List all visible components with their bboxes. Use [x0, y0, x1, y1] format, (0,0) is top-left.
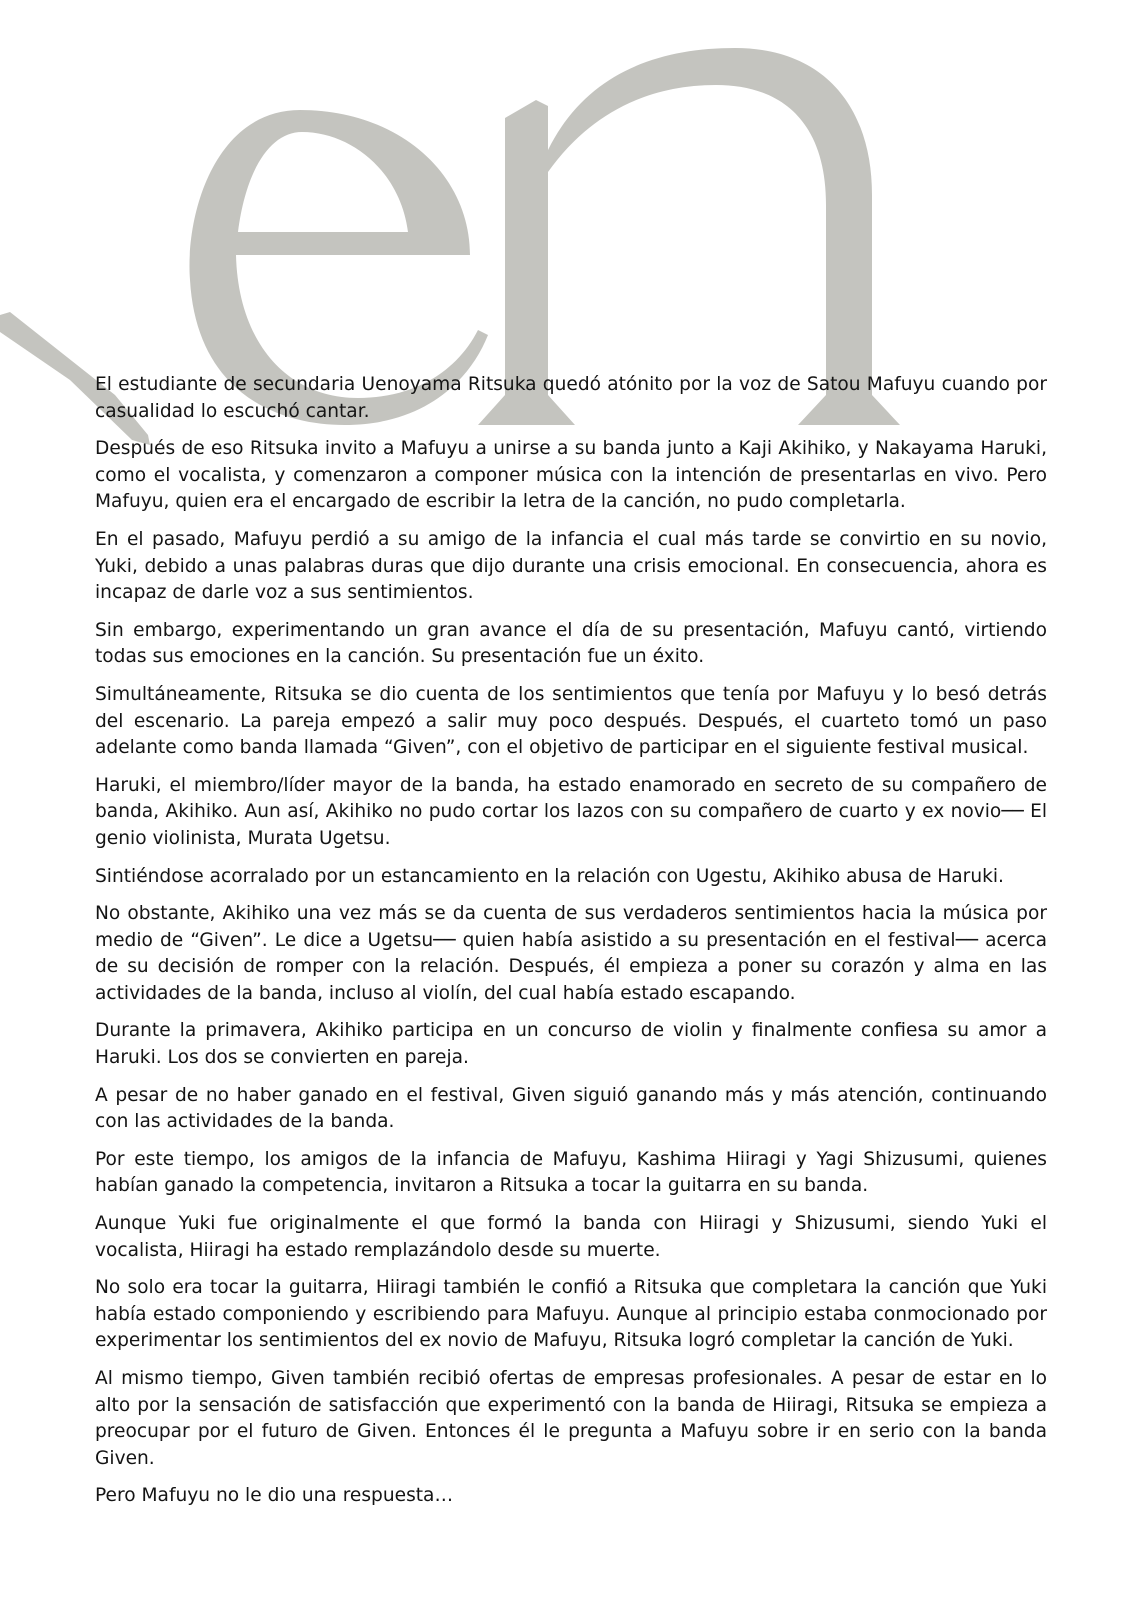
paragraph-9: Durante la primavera, Akihiko participa en un concurso de violin y finalmente confiesa su amor a Haruki. Los dos se convierten en pareja.	[95, 1020, 1047, 1069]
paragraph-4: Sin embargo, experimentando un gran avance el día de su presentación, Mafuyu cantó, virtiendo todas sus emociones en la canción. Su presentación fue un éxito.	[95, 619, 1047, 668]
paragraph-8: No obstante, Akihiko una vez más se da cuenta de sus verdaderos sentimientos hacia la música por medio de “Given”. Le dice a Ugetsu── quien había asistido a su presentación en el festival── acerca de su decisión de romper con la relación. Después, él empieza a poner su corazón y alma en las actividades de la banda, incluso al violín, del cual había estado escapando.	[95, 903, 1047, 1004]
paragraph-12: Aunque Yuki fue originalmente el que formó la banda con Hiiragi y Shizusumi, siendo Yuki el vocalista, Hiiragi ha estado remplazándolo desde su muerte.	[95, 1213, 1047, 1261]
paragraph-7: Sintiéndose acorralado por un estancamiento en la relación con Ugestu, Akihiko abusa de Haruki.	[95, 865, 1004, 887]
paragraph-6: Haruki, el miembro/líder mayor de la banda, ha estado enamorado en secreto de su compañero de banda, Akihiko. Aun así, Akihiko no pudo cortar los lazos con su compañero de cuarto y ex novio── El genio violinista, Murata Ugetsu.	[95, 774, 1047, 849]
paragraph-14: Al mismo tiempo, Given también recibió ofertas de empresas profesionales. A pesar de estar en lo alto por la sensación de satisfacción que experimentó con la banda de Hiiragi, Ritsuka se empieza a preocupar por el futuro de Given. Entonces él le pregunta a Mafuyu sobre ir en serio con la banda Given.	[95, 1368, 1047, 1469]
paragraph-10: A pesar de no haber ganado en el festival, Given siguió ganando más y más atención, continuando con las actividades de la banda.	[95, 1084, 1047, 1133]
synopsis-body	[95, 372, 1047, 1521]
paragraph-3: En el pasado, Mafuyu perdió a su amigo de la infancia el cual más tarde se convirtio en su novio, Yuki, debido a unas palabras duras que dijo durante una crisis emocional. En consecuencia, ahora es incapaz de darle voz a sus sentimientos.	[95, 528, 1047, 604]
paragraph-13: No solo era tocar la guitarra, Hiiragi también le confió a Ritsuka que completara la canción que Yuki había estado componiendo y escribiendo para Mafuyu. Aunque al principio estaba conmocionado por experimentar los sentimientos del ex novio de Mafuyu, Ritsuka logró completar la canción de Yuki.	[95, 1277, 1047, 1352]
paragraph-11: Por este tiempo, los amigos de la infancia de Mafuyu, Kashima Hiiragi y Yagi Shizusumi, quienes habían ganado la competencia, invitaron a Ritsuka a tocar la guitarra en su banda.	[95, 1148, 1047, 1197]
paragraph-5: Simultáneamente, Ritsuka se dio cuenta de los sentimientos que tenía por Mafuyu y lo besó detrás del escenario. La pareja empezó a salir muy poco después. Después, el cuarteto tomó un paso adelante como banda llamada “Given”, con el objetivo de participar en el siguiente festival musical.	[95, 683, 1047, 759]
paragraph-15: Pero Mafuyu no le dio una respuesta…	[95, 1485, 454, 1507]
paragraph-1: El estudiante de secundaria Uenoyama Ritsuka quedó atónito por la voz de Satou Mafuyu cuando por casualidad lo escuchó cantar.	[95, 374, 1047, 422]
paragraph-2: Después de eso Ritsuka invito a Mafuyu a unirse a su banda junto a Kaji Akihiko, y Nakayama Haruki, como el vocalista, y comenzaron a componer música con la intención de presentarlas en vivo. Pero Mafuyu, quien era el encargado de escribir la letra de la canción, no pudo completarla.	[95, 438, 1047, 513]
